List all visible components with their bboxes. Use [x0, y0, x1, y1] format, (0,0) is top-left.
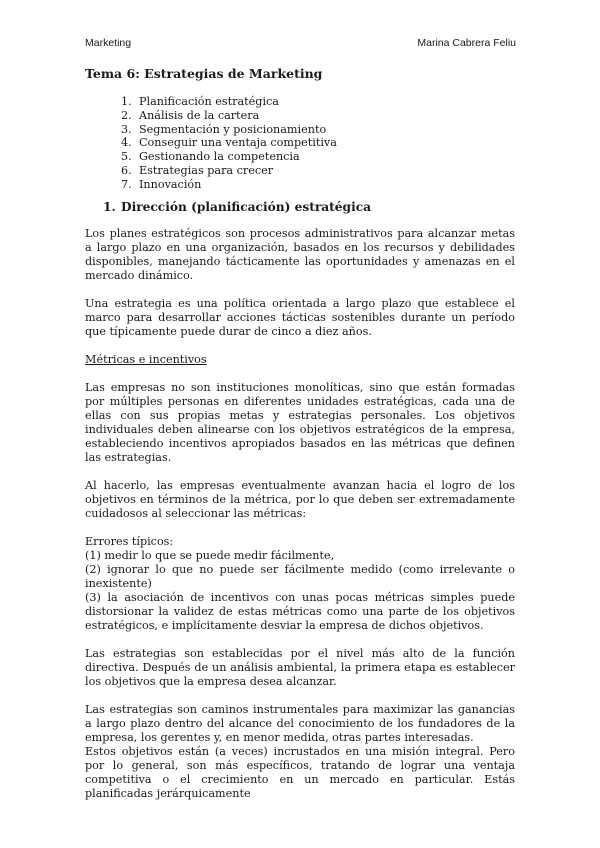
paragraph-strategy-definition: Una estrategia es una política orientada a largo plazo que establece el marco para desarrollar acciones tácticas sostenibles durante un período que típicamente puede durar de cinco a diez años. — [85, 296, 515, 338]
section-heading: 1. Dirección (planificación) estratégica — [103, 199, 372, 214]
paragraph-mission: Estos objetivos están (a veces) incrustados en una misión integral. Pero por lo general, son más específicos, tratando de lograr una ventaja competitiva o el crecimiento en un mercado en particular. Estás planificadas jerárquicamente — [85, 744, 515, 800]
document-title: Tema 6: Estrategias de Marketing — [85, 66, 323, 81]
errors-title: Errores típicos: — [85, 534, 174, 548]
toc-item: 3. Segmentación y posicionamiento — [121, 122, 327, 136]
toc-item: 5. Gestionando la competencia — [121, 150, 300, 164]
toc-item: 1. Planificación estratégica — [121, 95, 279, 108]
paragraph-metrics-selection: Al hacerlo, las empresas eventualmente avanzan hacia el logro de los objetivos en términos de la métrica, por lo que deben ser extremadamente cuidadosos al seleccionar las métricas: — [85, 478, 515, 520]
error-item-2: (2) ignorar lo que no puede ser fácilmente medido (como irrelevante o inexistente) — [85, 562, 515, 590]
paragraph-instrumental-paths: Las estrategias son caminos instrumentales para maximizar las ganancias a largo plazo dentro del alcance del conocimiento de los fundadores de la empresa, los gerentes y, en menor medida, otras partes interesadas. — [85, 702, 515, 744]
subheading-metrics: Métricas e incentivos — [85, 352, 207, 366]
toc-item: 2. Análisis de la cartera — [121, 108, 260, 122]
toc-item: 7. Innovación — [121, 177, 202, 191]
header-subject: Marketing — [85, 37, 132, 49]
toc-item: 4. Conseguir una ventaja competitiva — [121, 136, 337, 150]
error-item-1: (1) medir lo que se puede medir fácilmente, — [85, 548, 335, 562]
paragraph-companies: Las empresas no son instituciones monolíticas, sino que están formadas por múltiples personas en diferentes unidades estratégicas, cada una de ellas con sus propias metas y estrategias personales. Los objetivos individuales deben alinearse con los objetivos estratégicos de la empresa, estableciendo incentivos apropiados basados en las métricas que definen las estrategias. — [85, 380, 515, 464]
header-author: Marina Cabrera Feliu — [417, 37, 516, 49]
paragraph-directive-level: Las estrategias son establecidas por el nivel más alto de la función directiva. Después de un análisis ambiental, la primera etapa es establecer los objetivos que la empresa desea alcanzar. — [85, 646, 515, 688]
toc-item: 6. Estrategias para crecer — [121, 163, 274, 177]
paragraph-strategic-plans: Los planes estratégicos son procesos administrativos para alcanzar metas a largo plazo en una organización, basados en los recursos y debilidades disponibles, manejando tácticamente las oportunidades y amenazas en el mercado dinámico. — [85, 226, 515, 282]
table-of-contents — [85, 95, 515, 192]
error-item-3: (3) la asociación de incentivos con unas pocas métricas simples puede distorsionar la validez de estas métricas como una parte de los objetivos estratégicos, e implícitamente desviar la empresa de dichos objetivos. — [85, 590, 515, 632]
page-header — [85, 37, 516, 49]
page-content — [85, 67, 515, 801]
